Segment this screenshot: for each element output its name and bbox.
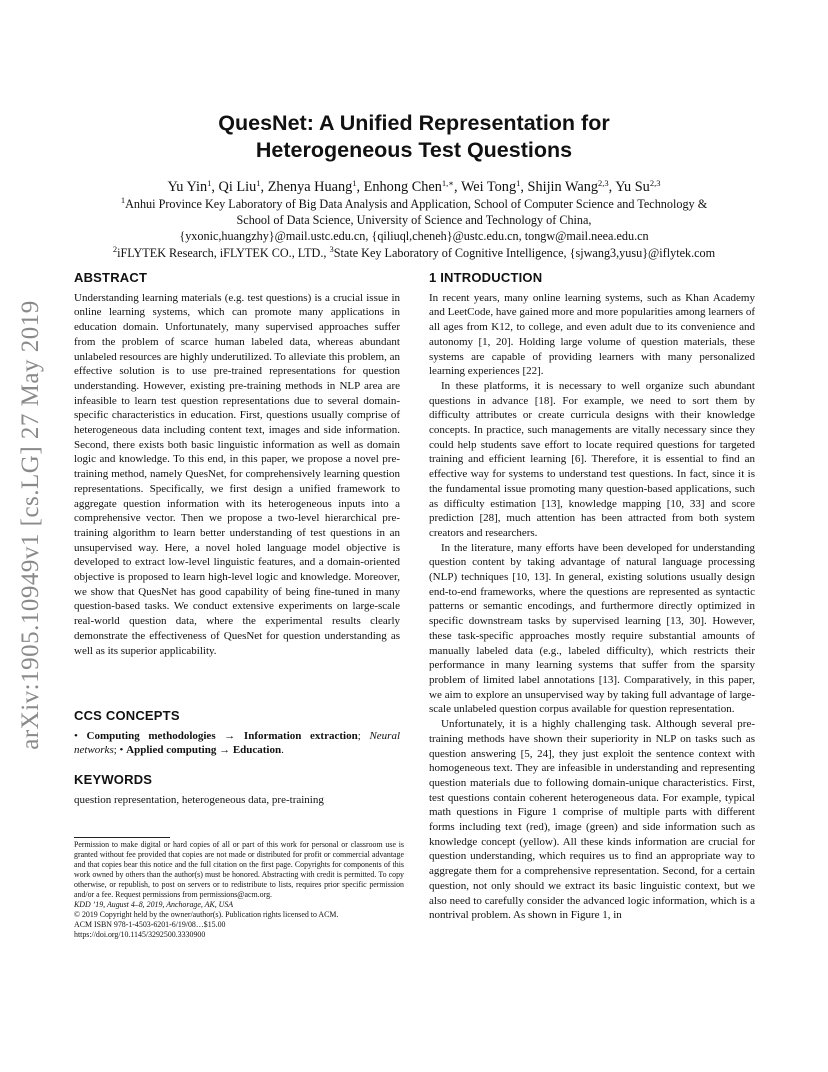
author-name: Qi Liu bbox=[218, 179, 257, 195]
ccs-heading: CCS CONCEPTS bbox=[74, 708, 180, 723]
conference-info: KDD ’19, August 4–8, 2019, Anchorage, AK, USA bbox=[74, 900, 234, 909]
copyright-footnote bbox=[74, 840, 404, 940]
author-name: Zhenya Huang bbox=[267, 179, 353, 195]
affiliation-1-line-1: $^1$Anhui Province Key Laboratory of Big Data Analysis and Application, School of Computer Science and Technology & bbox=[120, 195, 708, 211]
author-affiliation-mark: 1 bbox=[256, 178, 261, 188]
author-affiliation-mark: 1 bbox=[207, 178, 212, 188]
abstract-text: Understanding learning materials (e.g. test questions) is a crucial issue in online learning systems, which can promote many applications in education domain. Unfortunately, many supervised approaches suffer from the problem of scarce human labeled data, whereas abundant unlabeled resources are highly underutilized. To alleviate this problem, an effective solution is to use pre-trained representations for question understanding. However, existing pre-training methods in NLP area are infeasible to learn test question representations due to several domain-specific characteristics in education. First, questions usually comprise of heterogeneous data including content text, images and side information. Second, there exists both basic linguistic information as well as domain logic and knowledge. To this end, in this paper, we propose a novel pre-training method, namely QuesNet, for comprehensively learning question representations. Specifically, we first design a unified framework to aggregate question information with its heterogeneous inputs into a comprehensive vector. Then we propose a two-level hierarchical pre-training algorithm to learn better understanding of test questions in an unsupervised way. Here, a novel holed language model objective is developed to extract low-level linguistic features, and a domain-oriented objective is proposed to learn high-level logic and knowledge. Moreover, we show that QuesNet has good capability of being fine-tuned in many question-based tasks. We conduct extensive experiments on large-scale real-world question data, where the experimental results clearly demonstrate the effectiveness of QuesNet for question understanding as well as its superior applicability. bbox=[74, 291, 400, 657]
intro-paragraph-2: In these platforms, it is necessary to well organize such abundant questions in advance [18]. For example, we need to sort them by difficulty attributes or create curricula designs with their knowledge concepts. In practice, such managements are vitally necessary since they could help students save effort to locate required questions for targeted training and efficient learning [6]. Therefore, it is essential to find an effective way for systems to understand test questions. In fact, since it is the fundamental issue promoting many question-based applications, such as difficulty estimation [13], knowledge mapping [10, 33] and score prediction [28], much attention has been attracted from both system creators and researchers. bbox=[429, 379, 755, 539]
ccs-text: • Computing methodologies → Information extraction; Neural networks; • Applied computing → Education. bbox=[74, 729, 400, 757]
introduction-heading: 1 INTRODUCTION bbox=[429, 270, 543, 285]
doi-line: https://doi.org/10.1145/3292500.3330900 bbox=[74, 930, 206, 939]
copyright-line: © 2019 Copyright held by the owner/author(s). Publication rights licensed to ACM. bbox=[74, 910, 339, 919]
author-affiliation-mark: 2,3 bbox=[649, 178, 661, 188]
affiliation-2-3: $^2$iFLYTEK Research, iFLYTEK CO., LTD., $^3$State Key Laboratory of Cognitive Intelligence, {sjwang3,yusu}@iflytek.com bbox=[112, 243, 716, 260]
abstract-section bbox=[74, 271, 400, 658]
author-name: Shijin Wang bbox=[527, 179, 598, 195]
author-affiliation-mark: 1 bbox=[516, 178, 521, 188]
title-line-1: QuesNet: A Unified Representation for bbox=[218, 111, 610, 135]
intro-paragraph-1: In recent years, many online learning systems, such as Khan Academy and LeetCode, have gained more and more popularities among learners of all ages from K12, to college, and even adult due to its convenience and autonomy [1, 20]. Holding large volume of question materials, these systems are capable of providing learners with many personalized learning experiences [22]. bbox=[429, 291, 755, 378]
arxiv-stamp: arXiv:1905.10949v1 [cs.LG] 27 May 2019 bbox=[17, 300, 44, 750]
keywords-section bbox=[74, 773, 400, 807]
abstract-heading: ABSTRACT bbox=[74, 270, 148, 285]
footnote-rule bbox=[74, 837, 170, 838]
ccs-section bbox=[74, 709, 400, 758]
intro-paragraph-4: Unfortunately, it is a highly challenging task. Although several pre-training methods have shown their superiority in NLP on tasks such as question answering [5, 24], they just exploit the sentence context with homogeneous text. They are infeasible in understanding and representing question materials due to following domain-unique characteristics. First, test questions contain coherent heterogeneous data. For example, typical math questions in Figure 1 comprise of multiple parts with different forms including text (red), image (green) and side information such as knowledge concept (yellow). All these kinds information are crucial for question understanding, which requires us to find an appropriate way to aggregate them for a comprehensive representation. Second, for a certain question, not only should we extract its basic linguistic context, but we also need to carefully consider the advanced logic information, which is a nontrival problem. As shown in Figure 1, in bbox=[429, 718, 755, 922]
paper-title bbox=[100, 110, 728, 164]
introduction-section bbox=[429, 271, 755, 923]
author-name: Yu Yin bbox=[167, 179, 208, 195]
intro-paragraph-3: In the literature, many efforts have been developed for understanding question content by taking advantage of natural language processing (NLP) techniques [10, 13]. In general, existing solutions usually design end-to-end frameworks, where the questions are represented as syntactic patterns or semantic encodings, and furthermore directly optimized in specific downstream tasks by supervised learning [13, 30]. However, these task-specific approaches mostly require substantial amounts of manually labeled data (e.g., labeled difficulty), which restricts their performance in many learning systems that suffer from the sparsity problem of limited label annotations [13]. Comparatively, in this paper, we aim to explore an unsupervised way by taking full advantage of large-scale unlabeled question corpus available for question representation. bbox=[429, 541, 755, 716]
keywords-text: question representation, heterogeneous data, pre-training bbox=[74, 793, 324, 806]
author-list: Yu Yin$^1$, Qi Liu$^1$, Zhenya Huang$^1$, Enhong Chen$^{1,∗}$, Wei Tong$^1$, Shijin Wang$^{2,3}$, Yu Su$^{2,3}$ bbox=[167, 178, 661, 195]
author-affiliation-mark: 1,∗ bbox=[441, 178, 455, 188]
author-affiliation-mark: 2,3 bbox=[598, 178, 609, 188]
author-name: Yu Su bbox=[615, 179, 650, 195]
affiliations bbox=[60, 196, 768, 261]
affiliation-1-emails: {yxonic,huangzhy}@mail.ustc.edu.cn, {qiliuql,cheneh}@ustc.edu.cn, tongw@mail.neea.edu.cn bbox=[179, 229, 649, 244]
author-name: Enhong Chen bbox=[363, 179, 442, 195]
keywords-heading: KEYWORDS bbox=[74, 772, 153, 787]
title-line-2: Heterogeneous Test Questions bbox=[255, 138, 573, 162]
affiliation-1-line-2: School of Data Science, University of Science and Technology of China, bbox=[236, 213, 592, 228]
permission-notice: Permission to make digital or hard copies of all or part of this work for personal or classroom use is granted without fee provided that copies are not made or distributed for profit or commercial advantage and that copies bear this notice and the full citation on the first page. Copyrights for components of this work owned by others than the author(s) must be honored. Abstracting with credit is permitted. To copy otherwise, or republish, to post on servers or to redistribute to lists, requires prior specific permission and/or a fee. Request permissions from permissions@acm.org. bbox=[74, 840, 404, 899]
author-affiliation-mark: 1 bbox=[352, 178, 357, 188]
isbn-line: ACM ISBN 978-1-4503-6201-6/19/08…$15.00 bbox=[74, 920, 226, 929]
author-name: Wei Tong bbox=[460, 179, 517, 195]
